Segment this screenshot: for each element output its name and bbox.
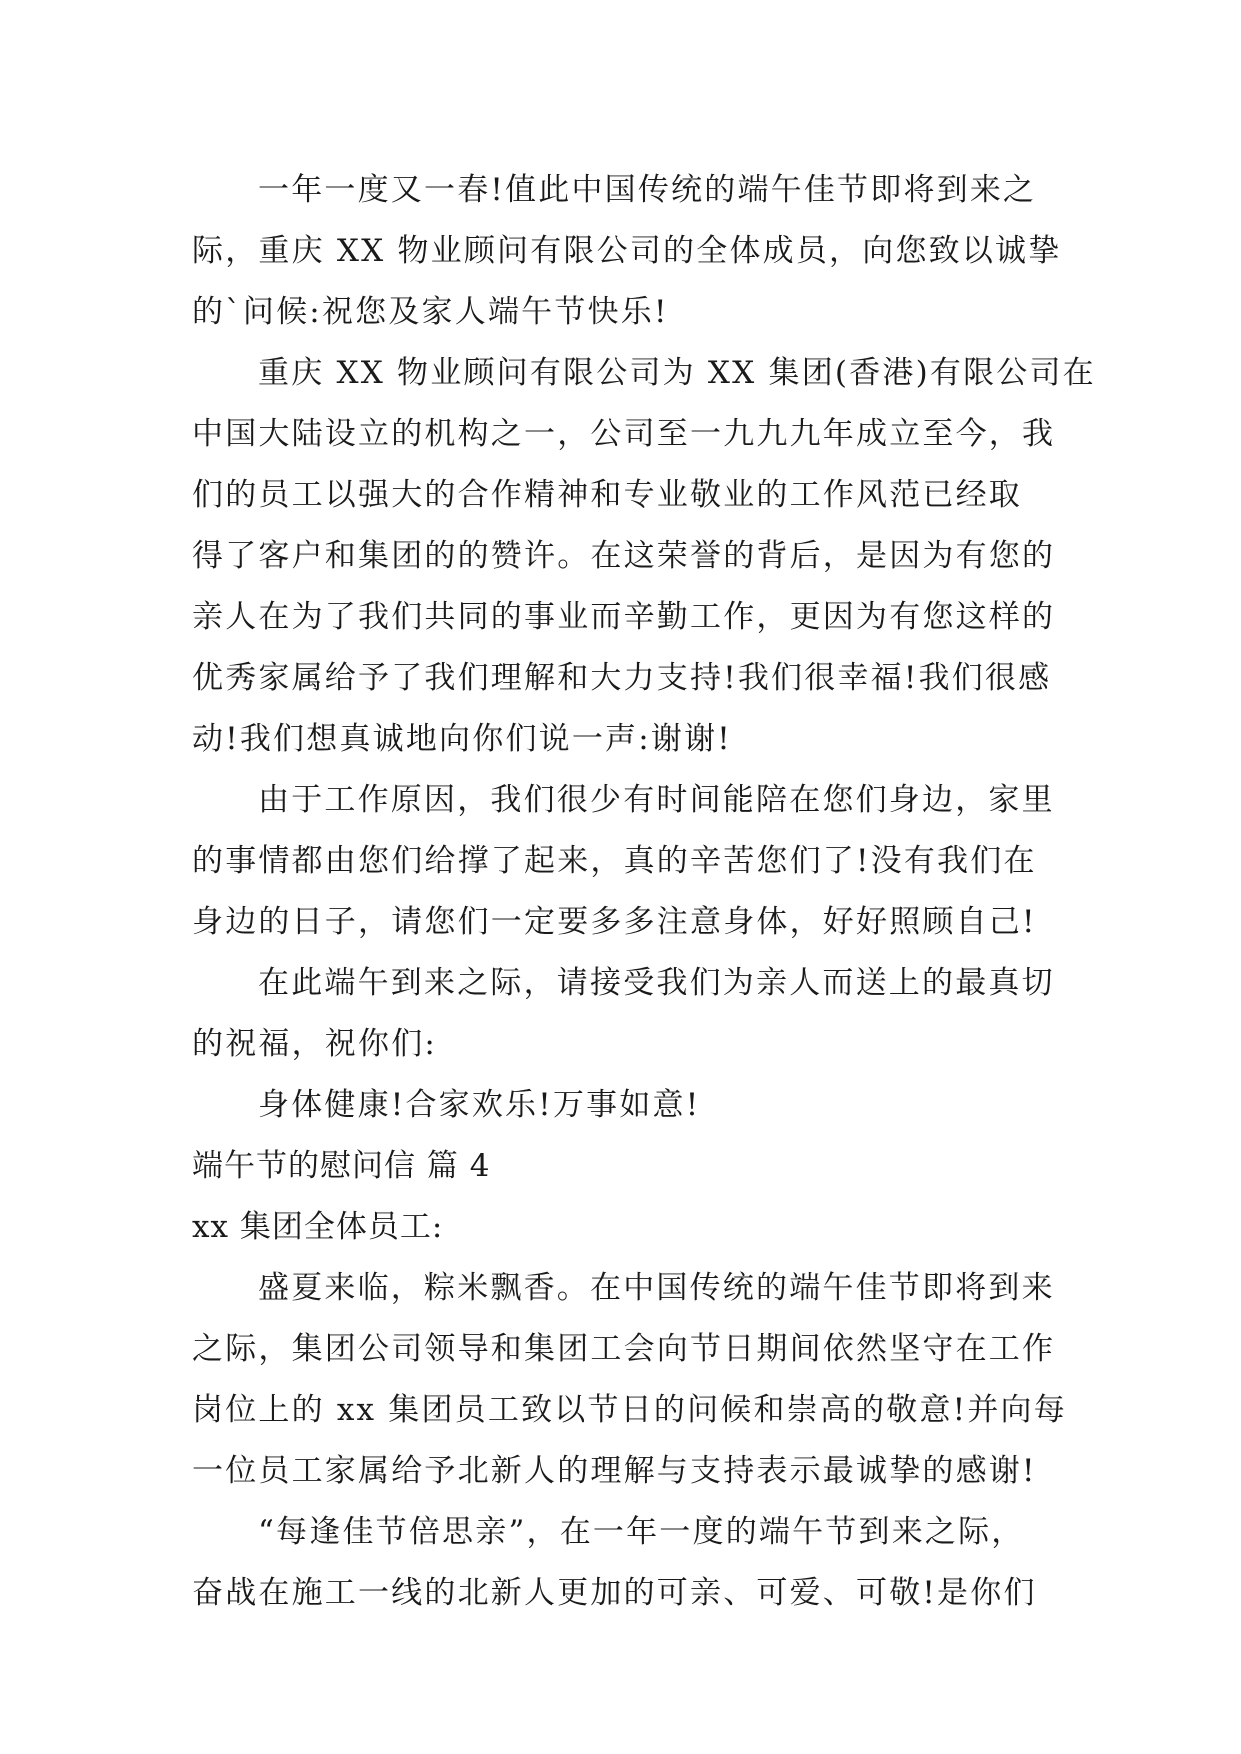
text-line: 得了客户和集团的的赞许。在这荣誉的背后，是因为有您的 <box>192 538 1056 574</box>
text-line: 身体健康!合家欢乐!万事如意! <box>258 1087 701 1123</box>
text-line: 优秀家属给予了我们理解和大力支持!我们很幸福!我们很感 <box>192 660 1052 696</box>
text-line: “每逢佳节倍思亲”，在一年一度的端午节到来之际， <box>258 1514 1025 1550</box>
text-line: 盛夏来临，粽米飘香。在中国传统的端午佳节即将到来 <box>258 1270 1055 1306</box>
text-line: 的祝福，祝你们: <box>192 1026 438 1062</box>
text-line: 际，重庆 XX 物业顾问有限公司的全体成员，向您致以诚挚 <box>192 233 1062 269</box>
text-line: 一位员工家属给予北新人的理解与支持表示最诚挚的感谢! <box>192 1453 1037 1489</box>
section-heading: 端午节的慰问信 篇 4 <box>192 1148 491 1184</box>
text-line: 一年一度又一春!值此中国传统的端午佳节即将到来之 <box>258 172 1037 208</box>
text-line: 的事情都由您们给撑了起来，真的辛苦您们了!没有我们在 <box>192 843 1037 879</box>
text-line: 奋战在施工一线的北新人更加的可亲、可爱、可敬!是你们 <box>192 1575 1037 1611</box>
text-line: 由于工作原因，我们很少有时间能陪在您们身边，家里 <box>258 782 1055 818</box>
text-line: 重庆 XX 物业顾问有限公司为 XX 集团(香港)有限公司在 <box>258 355 1096 391</box>
text-line: 在此端午到来之际，请接受我们为亲人而送上的最真切 <box>258 965 1055 1001</box>
text-line: 亲人在为了我们共同的事业而辛勤工作，更因为有您这样的 <box>192 599 1056 635</box>
text-line: 身边的日子，请您们一定要多多注意身体，好好照顾自己! <box>192 904 1037 940</box>
salutation: xx 集团全体员工: <box>192 1209 444 1245</box>
text-line: 之际，集团公司领导和集团工会向节日期间依然坚守在工作 <box>192 1331 1056 1367</box>
text-line: 的`问候:祝您及家人端午节快乐! <box>192 294 669 330</box>
document-body <box>192 160 1096 1624</box>
text-line: 们的员工以强大的合作精神和专业敬业的工作风范已经取 <box>192 477 1022 513</box>
text-line: 岗位上的 xx 集团员工致以节日的问候和崇高的敬意!并向每 <box>192 1392 1067 1428</box>
text-line: 中国大陆设立的机构之一，公司至一九九九年成立至今，我 <box>192 416 1056 452</box>
text-line: 动!我们想真诚地向你们说一声:谢谢! <box>192 721 732 757</box>
